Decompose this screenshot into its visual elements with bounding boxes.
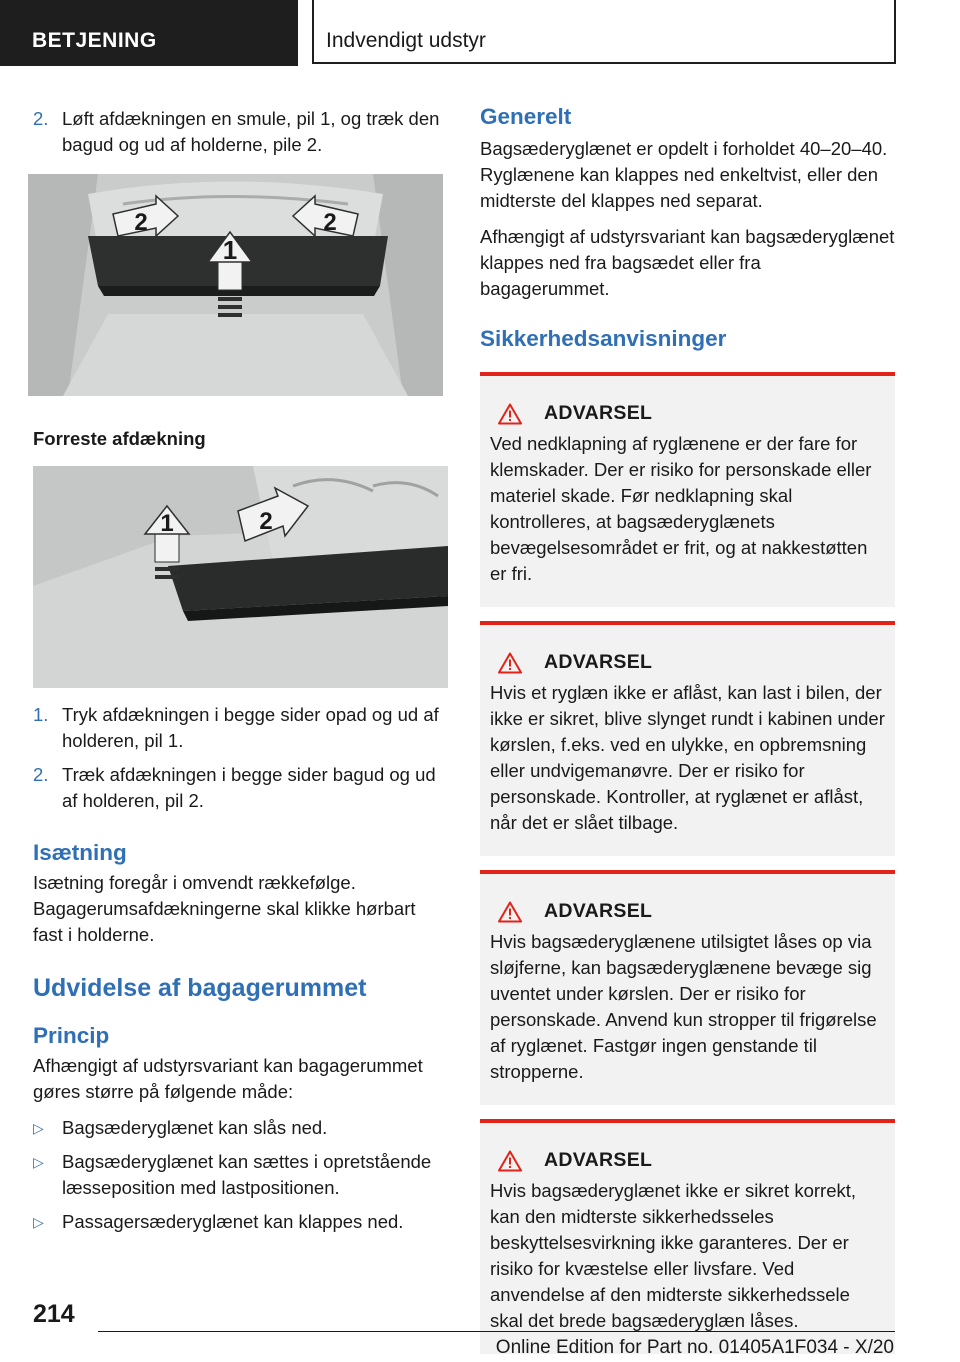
warning-header xyxy=(498,402,885,425)
front-cover-heading: Forreste afdækning xyxy=(33,428,206,449)
section-title: BETJENING xyxy=(32,29,157,52)
general-heading: Generelt xyxy=(480,104,572,129)
warning-text: Hvis et ryglæn ikke er aflåst, kan last i bilen, der ikke er sikret, blive slynget rundt i kabinen under kørslen, f.eks. ved en ulykke, en opbremsning eller undvigemanøvre. Der er risiko for personskade. Kontroller, at ryglænet er aflåst, når det er slået tilbage. xyxy=(490,682,885,833)
warning-text: Hvis bagsæderyglænet ikke er sikret korrekt, kan den midterste sikkerhedsseles beskyttelsesvirkning ikke garanteres. Der er risiko for kvæstelse eller livsfare. Ved anvendelse af den midterste sikkerhedssele skal det brede bagsæderyglæn låses. xyxy=(490,1180,857,1331)
footer-divider xyxy=(98,1331,895,1332)
principle-heading: Princip xyxy=(33,1023,110,1048)
list-item xyxy=(33,1149,448,1201)
list-item-text: Bagsæderyglænet kan slås ned. xyxy=(62,1117,328,1138)
right-column xyxy=(480,100,895,1354)
step-front-2 xyxy=(33,762,448,814)
left-column xyxy=(33,100,448,1243)
figure-rear-cover xyxy=(28,174,443,396)
figure2-label-left: 1 xyxy=(160,510,174,537)
figure2-label-right: 2 xyxy=(259,508,273,535)
warning-header xyxy=(498,1149,885,1172)
step-number: 1. xyxy=(33,704,49,725)
warning-title: ADVARSEL xyxy=(544,900,653,922)
chapter-title: Indvendigt udstyr xyxy=(326,29,486,52)
triangle-bullet-icon: ▷ xyxy=(33,1154,44,1170)
step-text: Løft afdækningen en smule, pil 1, og træk den bagud og ud af holderne, pile 2. xyxy=(62,108,440,155)
warning-box-1 xyxy=(480,372,895,607)
warning-box-3 xyxy=(480,870,895,1105)
warning-title: ADVARSEL xyxy=(544,402,653,424)
step-remove-rear-cover xyxy=(33,106,448,158)
insertion-heading: Isætning xyxy=(33,840,127,865)
warning-triangle-icon xyxy=(498,652,522,674)
expand-heading: Udvidelse af bagagerummet xyxy=(33,974,367,1002)
step-number: 2. xyxy=(33,764,49,785)
triangle-bullet-icon: ▷ xyxy=(33,1214,44,1230)
chapter-tab xyxy=(312,0,896,64)
insertion-text: Isætning foregår i omvendt rækkefølge. Bagagerumsafdækningerne skal klikke hørbart fast i holderne. xyxy=(33,872,416,945)
warning-title: ADVARSEL xyxy=(544,651,653,673)
warning-header xyxy=(498,651,885,674)
warning-box-4 xyxy=(480,1119,895,1354)
warning-triangle-icon xyxy=(498,1150,522,1172)
warning-header xyxy=(498,900,885,923)
list-item xyxy=(33,1209,448,1235)
edition-text: Online Edition for Part no. 01405A1F034 - X/20 xyxy=(495,1337,894,1358)
principle-text: Afhængigt af udstyrsvariant kan bagagerummet gøres større på følgende måde: xyxy=(33,1055,423,1102)
warning-text: Hvis bagsæderyglænene utilsigtet låses op via sløjferne, kan bagsæderyglænene bevæge sig uventet under kørslen. Der er risiko for personskade. Anvend kun stropper til frigørelse af ryglænet. Fastgør ingen genstande til stropperne. xyxy=(490,931,877,1082)
page-header xyxy=(0,0,960,66)
footer-edition xyxy=(0,1337,894,1359)
general-paragraph-2: Afhængigt af udstyrsvariant kan bagsæderyglænet klappes ned fra bagsædet eller fra bagagerummet. xyxy=(480,226,895,299)
figure1-label-center: 1 xyxy=(222,235,238,265)
figure1-label-right: 2 xyxy=(323,209,337,236)
front-cover-illustration xyxy=(33,466,448,688)
figure-front-cover xyxy=(33,466,448,688)
safety-heading: Sikkerhedsanvisninger xyxy=(480,326,727,351)
warning-triangle-icon xyxy=(498,403,522,425)
step-text: Træk afdækningen i begge sider bagud og ud af holderen, pil 2. xyxy=(62,764,436,811)
triangle-bullet-icon: ▷ xyxy=(33,1120,44,1136)
general-paragraph-1: Bagsæderyglænet er opdelt i forholdet 40–20–40. Ryglænene kan klappes ned enkeltvist, eller den midterste del klappes ned separat. xyxy=(480,138,888,211)
step-front-1 xyxy=(33,702,448,754)
step-text: Tryk afdækningen i begge sider opad og ud af holderen, pil 1. xyxy=(62,704,439,751)
warning-triangle-icon xyxy=(498,901,522,923)
rear-cover-illustration xyxy=(28,174,443,396)
list-item-text: Passagersæderyglænet kan klappes ned. xyxy=(62,1211,404,1232)
step-number: 2. xyxy=(33,108,49,129)
section-tab xyxy=(0,0,298,66)
page-number: 214 xyxy=(33,1300,75,1328)
warning-box-2 xyxy=(480,621,895,856)
warning-text: Ved nedklapning af ryglænene er der fare for klemskader. Der er risiko for personskade eller materiel skade. Før nedklapning skal kontrolleres, at bagsæderyglænets bevægelsesområdet er frit, og at nakkestøtten er fri. xyxy=(490,433,872,584)
list-item-text: Bagsæderyglænet kan sættes i opretstående læsseposition med lastpositionen. xyxy=(62,1151,432,1198)
warning-title: ADVARSEL xyxy=(544,1149,653,1171)
bullet-list xyxy=(33,1115,448,1235)
list-item xyxy=(33,1115,448,1141)
figure1-label-left: 2 xyxy=(134,209,148,236)
